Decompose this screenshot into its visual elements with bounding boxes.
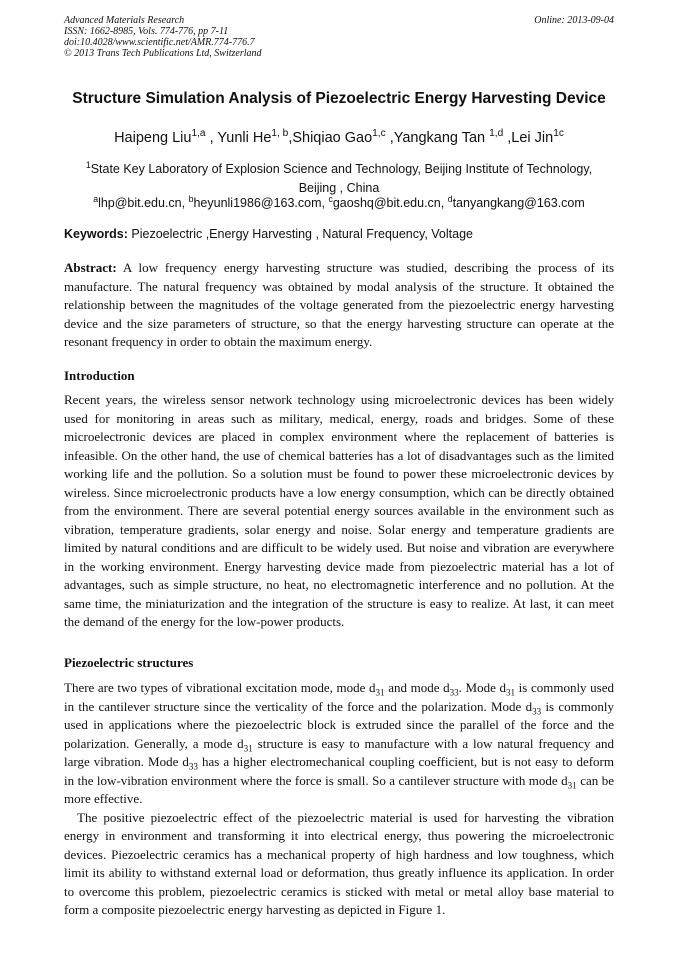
text-run: is commonly used in applications where the piezoelectric block is extruded since the parallel of the force and the polarization. Generally, a mode d: [64, 698, 614, 751]
issn-line: ISSN: 1662-8985, Vols. 774-776, pp 7-11: [64, 26, 229, 37]
text-run: . Mode d: [458, 680, 506, 695]
text-run: structure is easy to manufacture with a low natural frequency and large vibration. Mode d: [64, 735, 614, 769]
abstract: [64, 259, 614, 352]
affiliation-sup: 1: [85, 159, 91, 170]
author-affil-sup: 1, b: [271, 128, 289, 140]
subscript: 33: [532, 706, 542, 717]
keywords-line: [64, 227, 614, 241]
email-list: [0, 193, 678, 210]
online-date: Online: 2013-09-04: [534, 15, 614, 26]
author-sep: ,: [503, 130, 512, 146]
author-affil-sup: 1,a: [191, 128, 206, 140]
email-address: tanyangkang@163.com: [452, 196, 585, 210]
author-list: [0, 130, 678, 146]
author-affil-sup: 1,d: [489, 128, 504, 140]
doi-line: doi:10.4028/www.scientific.net/AMR.774-776.7: [64, 37, 255, 48]
introduction-paragraph: Recent years, the wireless sensor network technology using microelectronic devices has been widely used for monitoring in areas such as military, medical, energy, roads and bridges. Some of these microelectronic devices are placed in complex environment where the replacement of batteries is infeasible. On the other hand, the use of chemical batteries has a lot of disadvantages such as the limited working life and the pollution. So a solution must be found to power these microelectronic devices by wireless. Since microelectronic products have a low energy consumption, which can be directly obtained from the environment. There are several potential energy sources available in the environment such as vibration, temperature gradients, solar energy and noise. Solar energy and temperature gradients are limited by natural conditions and are difficult to be widely used. But noise and vibration are everywhere in the working environment. Energy harvesting device made from piezoelectric material has a lot of advantages, such as simple structure, no heat, no electromagnetic interference and no pollution. At the same time, the miniaturization and the integration of the structure is easy to realize. At last, it can meet the demand of the energy for the low-power products.: [64, 392, 614, 629]
email-address: gaoshq@bit.edu.cn,: [332, 196, 448, 210]
author-affil-sup: 1,c: [372, 128, 386, 140]
text-run: and mode d: [384, 680, 450, 695]
author-sep: ,: [385, 130, 394, 146]
introduction-heading: Introduction: [64, 368, 135, 383]
text-run: can be more effective.: [64, 772, 614, 806]
paper-title: Structure Simulation Analysis of Piezoelectric Energy Harvesting Device: [72, 90, 606, 107]
text-run: is commonly used in the cantilever structure since the verticality of the force and the polarization. Mode d: [64, 680, 614, 714]
affiliation-line1: State Key Laboratory of Explosion Science and Technology, Beijing Institute of Technology,: [90, 162, 593, 176]
author-name: Yunli He: [217, 130, 272, 146]
text-run: There are two types of vibrational excitation mode, mode d: [64, 680, 376, 695]
affiliation: [0, 160, 678, 198]
author-sep: ,: [205, 130, 214, 146]
email-sup: b: [188, 193, 194, 204]
abstract-label: Abstract:: [64, 260, 117, 275]
email-address: lhp@bit.edu.cn,: [98, 196, 189, 210]
copyright-line: © 2013 Trans Tech Publications Ltd, Switzerland: [64, 48, 262, 59]
email-sup: a: [93, 193, 99, 204]
email-address: heyunli1986@163.com,: [193, 196, 329, 210]
author-name: Yangkang Tan: [393, 130, 490, 146]
piezoelectric-structures-section: [64, 679, 614, 920]
piezo-paragraph-1: [64, 679, 614, 809]
piezoelectric-structures-heading: Piezoelectric structures: [64, 655, 194, 670]
author-name: Shiqiao Gao: [292, 130, 373, 146]
subscript: 31: [243, 743, 253, 754]
subscript: 33: [188, 761, 198, 772]
author-affil-sup: 1c: [553, 128, 564, 140]
subscript: 31: [375, 687, 385, 698]
email-sup: c: [328, 193, 333, 204]
text-run: has a higher electromechanical coupling coefficient, but is not easy to deform in the low-vibration environment where the force is small. So a cantilever structure with mode d: [64, 754, 614, 788]
journal-name: Advanced Materials Research: [64, 15, 185, 26]
subscript: 31: [567, 780, 577, 791]
keywords-label: Keywords:: [64, 227, 128, 241]
affiliation-line2: Beijing , China: [298, 181, 380, 195]
subscript: 31: [505, 687, 516, 698]
email-sup: d: [447, 193, 453, 204]
journal-header: [64, 15, 614, 59]
keywords-text: Piezoelectric ,Energy Harvesting , Natural Frequency, Voltage: [127, 227, 473, 241]
author-sep: ,: [288, 130, 293, 146]
abstract-text: A low frequency energy harvesting structure was studied, describing the process of its manufacture. The natural frequency was obtained by modal analysis of the structure. It obtained the relationship between the magnitudes of the voltage generated from the piezoelectric energy harvesting device and the size parameters of structure, so that the energy harvesting structure can operate at the resonant frequency in order to obtain the maximum energy.: [64, 260, 614, 349]
author-name: Lei Jin: [511, 130, 554, 146]
subscript: 33: [449, 687, 459, 698]
author-name: Haipeng Liu: [114, 130, 192, 146]
piezo-paragraph-2: The positive piezoelectric effect of the piezoelectric material is used for harvesting the vibration energy in environment and transforming it into electrical energy, thus powering the microelectronic devices. Piezoelectric ceramics has a mechanical property of high hardness and low toughness, which limit its ability to withstand external load or deformation, thus greatly influence its application. In order to overcome this problem, piezoelectric ceramics is sticked with metal or metal alloy base material to form a composite piezoelectric energy harvesting as depicted in Figure 1.: [64, 809, 614, 917]
